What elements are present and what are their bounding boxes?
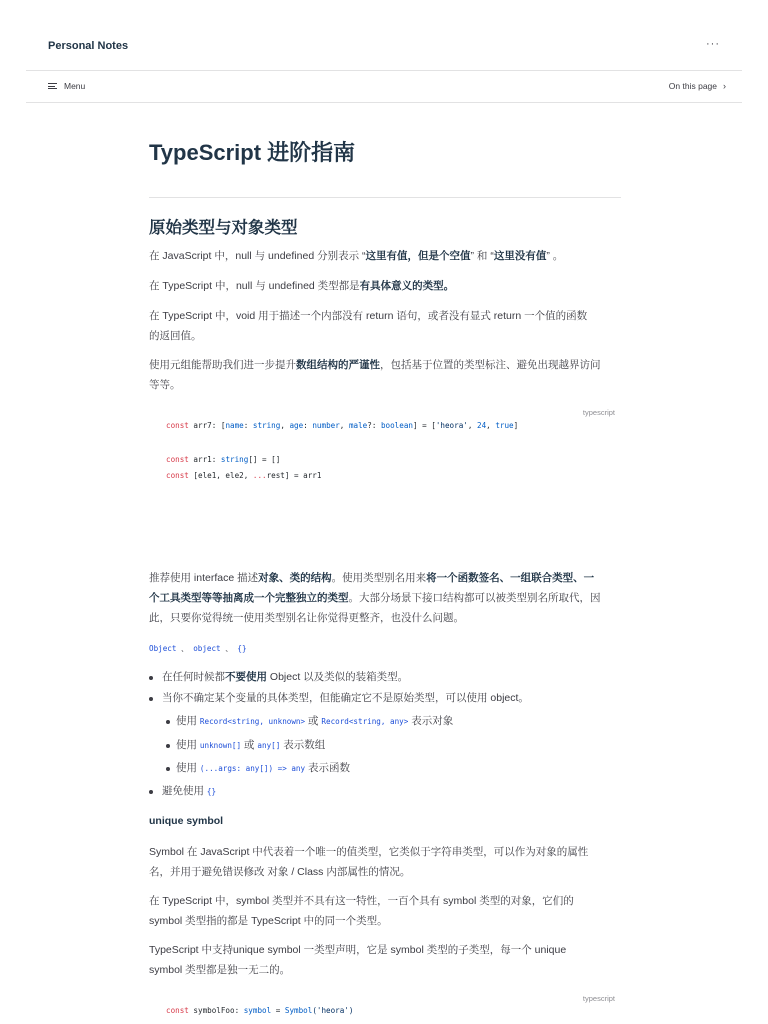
paragraph-ts-symbol: 在 TypeScript 中，symbol 类型并不具有这一特性，一百个具有 symbol 类型的对象，它们的 symbol 类型指的都是 TypeScript 中的同一个类型。 — [149, 895, 574, 927]
paragraph-unique-symbol: TypeScript 中支持unique symbol 一类型声明，它是 symbol 类型的子类型，每一个 unique symbol 类型都是独一无二的。 — [149, 944, 567, 976]
more-options-icon[interactable]: ··· — [706, 38, 720, 50]
code-line: const arr7: [name: string, age: number, male?: boolean] = ['heora', 24, true] — [166, 421, 519, 430]
paragraph-interface: 推荐使用 interface 描述对象、类的结构。使用类型别名用来将一个函数签名、一组联合类型、一 个工具类型等等抽离成一个完整独立的类型。大部分场景下接口结构都可以被类型别名所取代，因 此，只要你觉得统一使用类型别名让你觉得更整齐，也没什么问题。 — [149, 572, 601, 624]
local-nav — [26, 71, 742, 103]
code-lang-label: typescript — [582, 994, 615, 1003]
chevron-right-icon: › — [723, 81, 726, 91]
page-title: TypeScript 进阶指南 — [149, 140, 356, 165]
section-heading: 原始类型与对象类型 — [149, 219, 298, 237]
hamburger-icon — [48, 81, 57, 90]
on-this-page-label: On this page — [668, 81, 717, 91]
code-line: const arr1: string[] = [] — [166, 455, 281, 464]
menu-button[interactable] — [48, 81, 85, 91]
code-block-symbol — [149, 988, 621, 1024]
code-line: const symbolFoo: symbol = Symbol('heora') — [166, 1006, 354, 1015]
code-block-tuple — [149, 402, 621, 552]
title-divider — [149, 197, 621, 198]
paragraph-void: 在 TypeScript 中，void 用于描述一个内部没有 return 语句，或者没有显式 return 一个值的函数 的返回值。 — [149, 310, 588, 342]
paragraph-object-types: Object 、 object 、 {} — [149, 644, 247, 653]
top-navbar — [26, 0, 742, 71]
paragraph-tuple: 使用元组能帮助我们进一步提升数组结构的严谨性，包括基于位置的类型标注、避免出现越界访问 等等。 — [149, 359, 601, 391]
paragraph-ts-null: 在 TypeScript 中，null 与 undefined 类型都是有具体意义的类型。 — [149, 280, 455, 292]
menu-label: Menu — [64, 81, 86, 91]
paragraph-symbol: Symbol 在 JavaScript 中代表着一个唯一的值类型，它类似于字符串类型，可以作为对象的属性 名，并用于避免错误修改 对象 / Class 内部属性的情况。 — [149, 846, 589, 878]
code-line: const [ele1, ele2, ...rest] = arr1 — [166, 471, 322, 480]
on-this-page-button[interactable] — [669, 81, 726, 91]
paragraph-null-undefined: 在 JavaScript 中，null 与 undefined 分别表示 “这里有值，但是个空值” 和 “这里没有值” 。 — [149, 250, 564, 262]
site-title[interactable]: Personal Notes — [48, 40, 129, 52]
code-lang-label: typescript — [582, 408, 615, 417]
subheading-unique-symbol: unique symbol — [149, 815, 224, 827]
